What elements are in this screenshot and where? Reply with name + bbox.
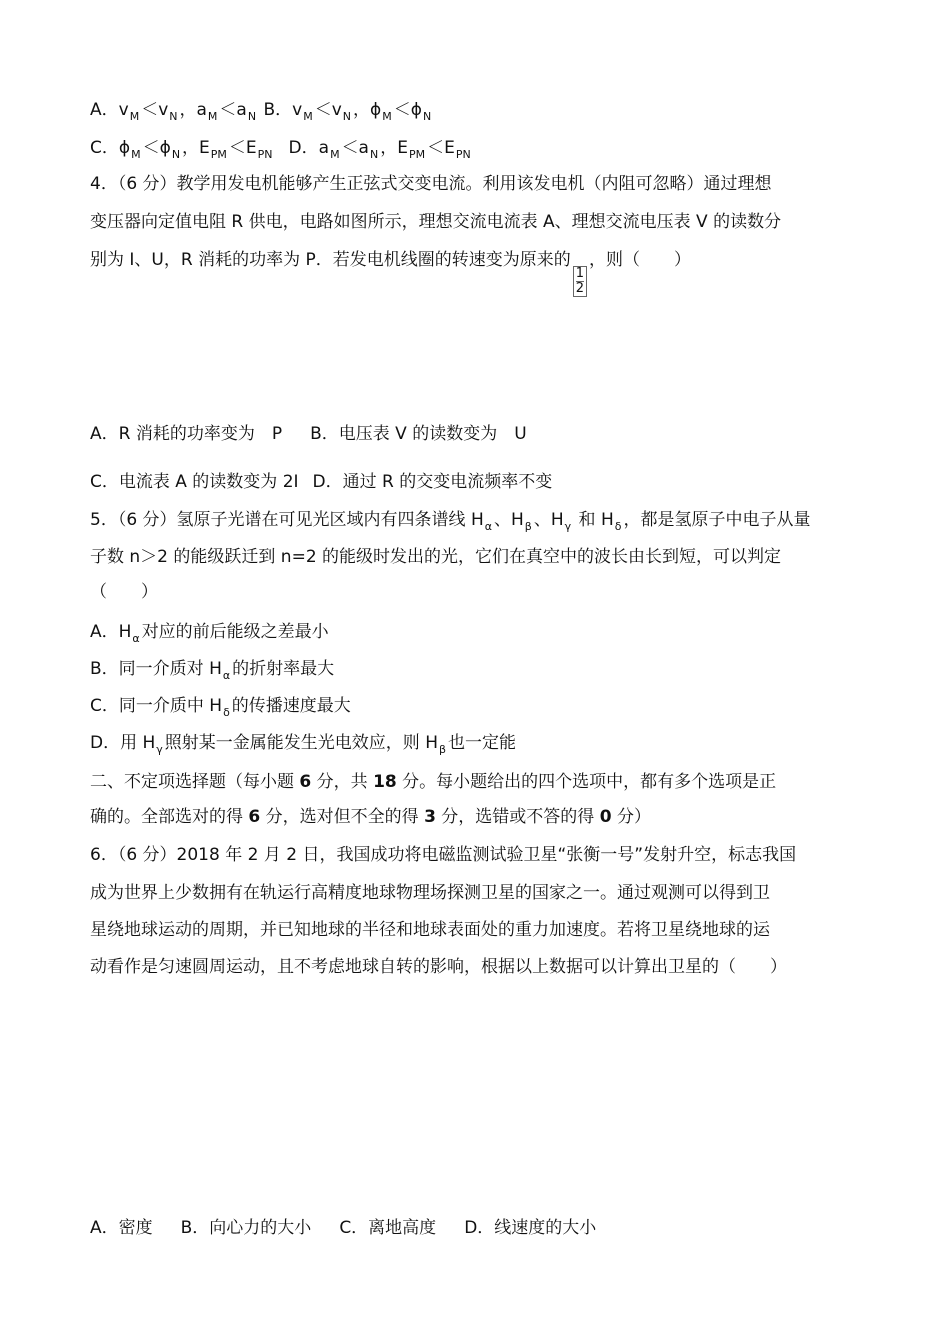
q3-option-c: C．ϕ <box>90 138 131 158</box>
q6-options-row <box>90 1216 865 1240</box>
section-2-heading-line1 <box>90 770 865 794</box>
subscript: N <box>171 148 181 161</box>
text: 、H <box>533 510 564 530</box>
text: 分，选对但不全的得 <box>260 807 425 827</box>
q6-stem-line3: 星绕地球运动的周期，并已知地球的半径和地球表面处的重力加速度。若将卫星绕地球的运 <box>90 920 770 940</box>
text: 二、不定项选择题（每小题 <box>90 772 300 792</box>
q3-option-b: B．v <box>258 100 303 120</box>
text: D．用 H <box>90 733 156 753</box>
q5-stem-line3: （ ） <box>90 582 158 602</box>
q5-option-a <box>90 620 865 651</box>
text: ＜E <box>427 138 455 158</box>
subscript: γ <box>156 743 163 756</box>
q4-options-row-ab <box>90 422 865 446</box>
text: 和 H <box>573 510 614 530</box>
subscript: N <box>169 110 178 123</box>
text: 的折射率最大 <box>232 659 335 679</box>
subscript: δ <box>614 520 622 533</box>
q6-stem-line1: 6．（6 分）2018 年 2 月 2 日，我国成功将电磁监测试验卫星“张衡一号”发射升空，标志我国 <box>90 845 797 865</box>
subscript: M <box>303 110 313 123</box>
q5-option-b <box>90 657 865 688</box>
text: 5．（6 分）氢原子光谱在可见光区域内有四条谱线 H <box>90 510 484 530</box>
fraction-one-half <box>573 266 587 297</box>
text: 3 <box>424 807 436 827</box>
q4-option-c: C．电流表 A 的读数变为 2I <box>90 472 299 492</box>
text: ＜v <box>314 100 342 120</box>
q6-option-d: D．线速度的大小 <box>464 1218 597 1238</box>
text: 分。每小题给出的四个选项中，都有多个选项是正 <box>396 772 777 792</box>
text: ＜E <box>228 138 257 158</box>
q6-option-c: C．离地高度 <box>339 1218 437 1238</box>
subscript: α <box>222 669 231 682</box>
text: ＜a <box>341 138 369 158</box>
q6-stem-line4: 动看作是匀速圆周运动，且不考虑地球自转的影响，根据以上数据可以计算出卫星的（ ） <box>90 957 787 977</box>
subscript: β <box>524 520 532 533</box>
q4-option-d: D．通过 R 的交变电流频率不变 <box>312 472 553 492</box>
q3-options-row-ab <box>90 98 865 129</box>
subscript: PM <box>210 148 227 161</box>
q4-options-row-cd <box>90 470 865 494</box>
q5-option-c <box>90 694 865 725</box>
subscript: M <box>330 148 340 161</box>
text: 也一定能 <box>448 733 517 753</box>
text: 的传播速度最大 <box>231 696 351 716</box>
text: ＜v <box>141 100 169 120</box>
q5-option-d <box>90 731 865 762</box>
subscript: γ <box>564 520 572 533</box>
text: 6 <box>299 772 312 792</box>
q4-stem-line3 <box>90 248 865 297</box>
q5-stem-line2: 子数 n＞2 的能级跃迁到 n=2 的能级时发出的光，它们在真空中的波长由长到短，可以判定 <box>90 547 782 567</box>
q3-options-row-cd <box>90 136 865 167</box>
subscript: δ <box>223 706 230 719</box>
q4-stem-line2: 变压器向定值电阻 R 供电，电路如图所示，理想交流电流表 A、理想交流电压表 V 的读数分 <box>90 212 782 232</box>
subscript: N <box>342 110 352 123</box>
text: ，则（ ） <box>589 250 692 270</box>
text: 分） <box>611 807 651 827</box>
subscript: N <box>247 110 257 123</box>
text: B．同一介质对 H <box>90 659 222 679</box>
subscript: N <box>369 148 379 161</box>
subscript: PN <box>455 148 471 161</box>
q4-stem-line1: 4．（6 分）教学用发电机能够产生正弦式交变电流。利用该发电机（内阻可忽略）通过理想 <box>90 174 772 194</box>
text: 别为 I、U，R 消耗的功率为 P．若发电机线圈的转速变为原来的 <box>90 250 571 270</box>
text: ＜ϕ <box>142 138 171 158</box>
text: ＜a <box>219 100 247 120</box>
text: A．H <box>90 622 132 642</box>
subscript: M <box>382 110 392 123</box>
text: 对应的前后能级之差最小 <box>141 622 329 642</box>
subscript: M <box>131 148 141 161</box>
q4-option-a: A．R 消耗的功率变为 P <box>90 424 283 444</box>
text: ，a <box>179 100 207 120</box>
q6-stem-line2: 成为世界上少数拥有在轨运行高精度地球物理场探测卫星的国家之一。通过观测可以得到卫 <box>90 883 770 903</box>
text: 、H <box>494 510 524 530</box>
text: ，ϕ <box>353 100 382 120</box>
subscript: PM <box>408 148 426 161</box>
text: 6 <box>248 807 261 827</box>
text: C．同一介质中 H <box>90 696 223 716</box>
text: 分，选错或不答的得 <box>435 807 600 827</box>
subscript: PN <box>257 148 273 161</box>
q5-stem-line1 <box>90 508 865 539</box>
subscript: α <box>132 632 140 645</box>
subscript: M <box>129 110 140 123</box>
text: 分，共 <box>311 772 374 792</box>
q6-option-b: B．向心力的大小 <box>180 1218 312 1238</box>
subscript: N <box>422 110 432 123</box>
section-2-heading-line2 <box>90 805 865 829</box>
subscript: α <box>484 520 492 533</box>
q4-option-b: B．电压表 V 的读数变为 U <box>310 424 527 444</box>
q3-option-d: D．a <box>288 138 330 158</box>
text: ＜ϕ <box>393 100 422 120</box>
q3-option-a: A．v <box>90 100 129 120</box>
text: 2 <box>575 281 585 296</box>
text: 确的。全部选对的得 <box>90 807 249 827</box>
text: 0 <box>599 807 612 827</box>
text: 18 <box>373 772 397 792</box>
text: ，E <box>182 138 210 158</box>
text: ，都是氢原子中电子从量 <box>623 510 811 530</box>
q6-option-a: A．密度 <box>90 1218 153 1238</box>
text: ，E <box>380 138 408 158</box>
text: 1 <box>575 266 585 281</box>
subscript: β <box>438 743 447 756</box>
text: 照射某一金属能发生光电效应，则 H <box>164 733 438 753</box>
subscript: M <box>207 110 218 123</box>
